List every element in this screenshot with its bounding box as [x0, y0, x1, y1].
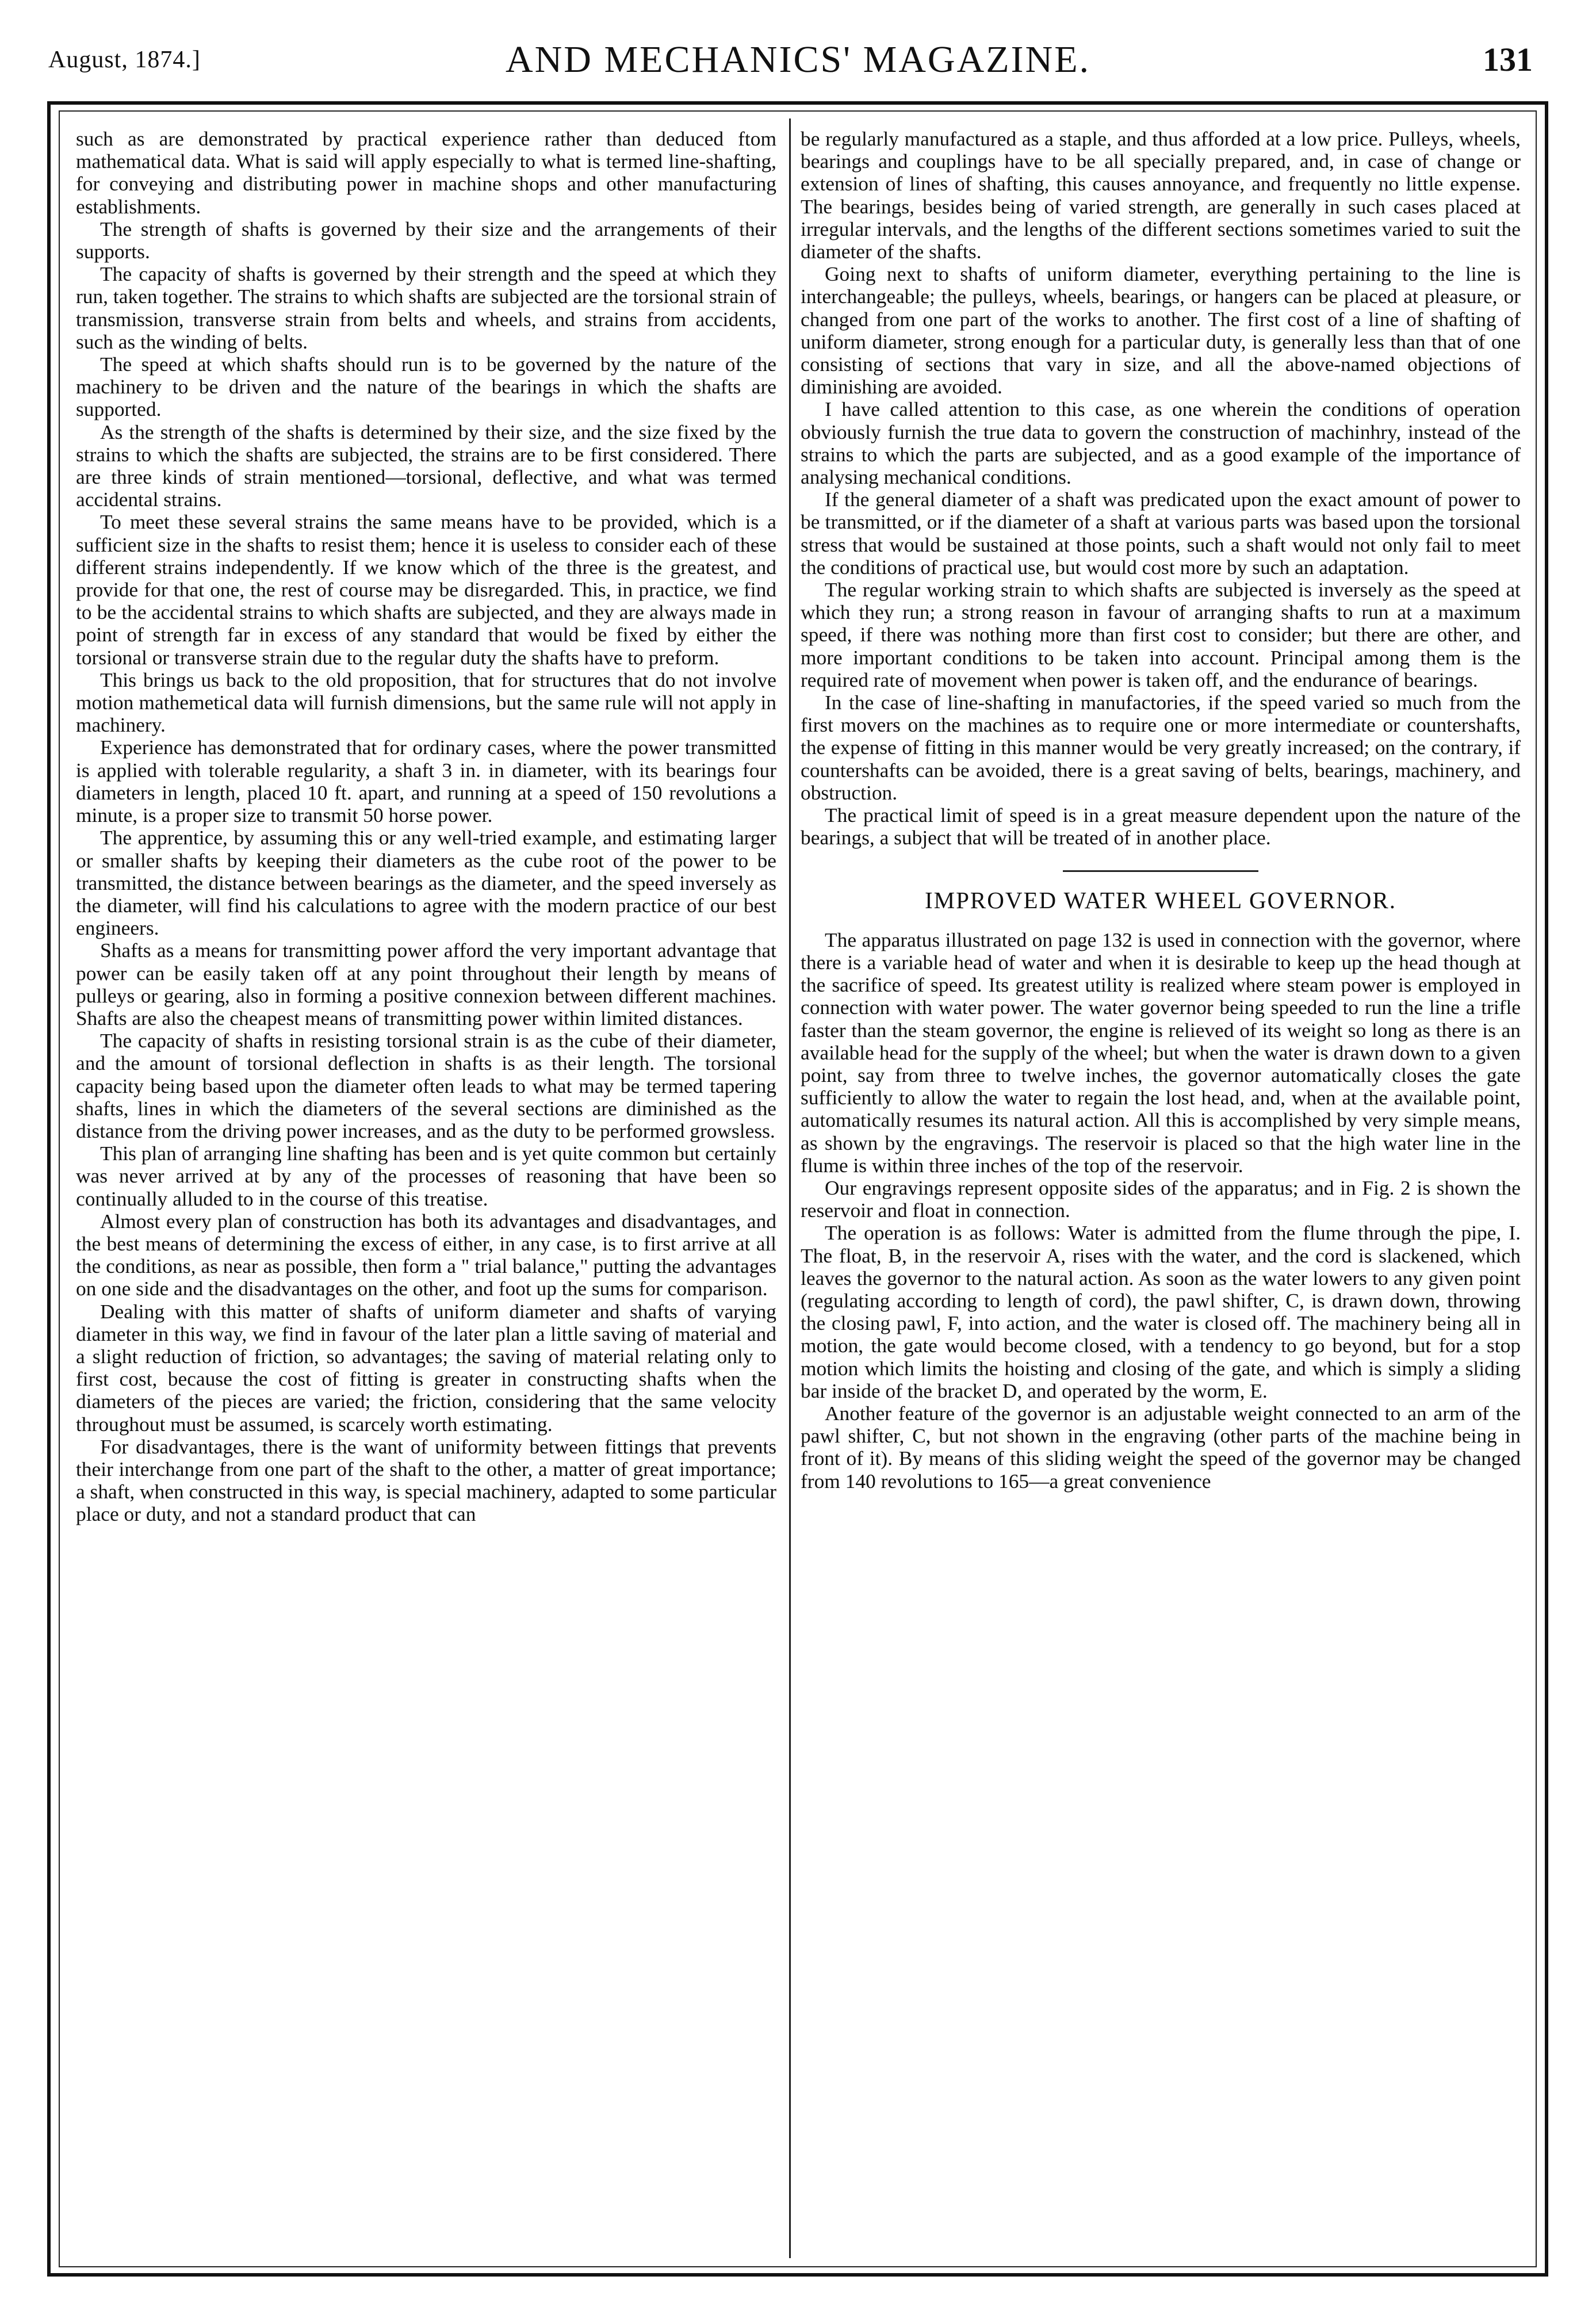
- paragraph: I have called attention to this case, as one wherein the conditions of operation obviously furnish the true data to govern the construction of machinhry, instead of the strains to which the parts are subjected, and as a good example of the importance of analysing mechanical conditions.: [801, 397, 1521, 489]
- column-divider: [789, 118, 791, 2258]
- magazine-title: AND MECHANICS' MAGAZINE.: [505, 39, 1091, 81]
- paragraph: The speed at which shafts should run is to be governed by the nature of the machinery to be driven and the nature of the bearings in which the shafts are supported.: [76, 353, 776, 421]
- paragraph: As the strength of the shafts is determined by their size, and the size fixed by the strains to which the shafts are subjected, the strains are to be first considered. There are three kinds of strain mentioned—torsional, deflective, and what was termed accidental strains.: [76, 420, 776, 511]
- issue-date: August, 1874.]: [48, 47, 201, 73]
- paragraph: This brings us back to the old proposition, that for structures that do not involve motion mathemetical data will furnish dimensions, but the same rule will not apply in machinery.: [76, 668, 776, 737]
- paragraph: Experience has demonstrated that for ordinary cases, where the power transmitted is applied with tolerable regularity, a shaft 3 in. in diameter, with its bearings four diameters in length, placed 10 ft. apart, and running at a speed of 150 revolutions a minute, is a proper size to transmit 50 horse power.: [76, 736, 776, 827]
- paragraph: In the case of line-shafting in manufactories, if the speed varied so much from the first movers on the machines as to require one or more intermediate or countershafts, the expense of fitting in this manner would be very greatly increased; on the contrary, if countershafts can be avoided, there is a great saving of belts, bearings, machinery, and obstruction.: [801, 691, 1521, 804]
- paragraph: To meet these several strains the same means have to be provided, which is a sufficient size in the shafts to resist them; hence it is useless to consider each of these different strains independently. If we know which of the three is the greatest, and provide for that one, the rest of course may be disregarded. This, in practice, we find to be the accidental strains to which shafts are subjected, and they are always made in point of strength far in excess of any standard that would be fixed by either the torsional or transverse strain due to the regular duty the shafts have to preform.: [76, 510, 776, 669]
- left-column: [76, 128, 776, 2256]
- paragraph: be regularly manufactured as a staple, and thus afforded at a low price. Pulleys, wheels, bearings and couplings have to be all specially prepared, and, in case of change or extension of lines of shafting, this causes annoyance, and frequently no little expense. The bearings, besides being of varied strength, are generally in such cases placed at irregular intervals, and the lengths of the different sections sometimes varied to suit the diameter of the shafts.: [801, 128, 1521, 263]
- paragraph: Going next to shafts of uniform diameter, everything pertaining to the line is interchangeable; the pulleys, wheels, bearings, or hangers can be placed at pleasure, or changed from one part of the works to another. The first cost of a line of shafting of uniform diameter, strong enough for a particular duty, is generally less than that of one consisting of sections that vary in size, and all the above-named objections of diminishing are avoided.: [801, 262, 1521, 399]
- paragraph: The capacity of shafts is governed by their strength and the speed at which they run, taken together. The strains to which shafts are subjected are the torsional strain of transmission, transverse strain from belts and wheels, and strains from accidents, such as the winding of belts.: [76, 262, 776, 353]
- paragraph: The practical limit of speed is in a great measure dependent upon the nature of the bearings, a subject that will be treated of in another place.: [801, 804, 1521, 850]
- paragraph: Our engravings represent opposite sides of the apparatus; and in Fig. 2 is shown the reservoir and float in connection.: [801, 1176, 1521, 1222]
- page-number: 131: [1483, 41, 1533, 78]
- paragraph: The apparatus illustrated on page 132 is used in connection with the governor, where there is a variable head of water and when it is desirable to keep up the head though at the sacrifice of speed. Its greatest utility is realized where steam power is employed in connection with water power. The water governor being speeded to run the line a trifle faster than the steam governor, the engine is relieved of its weight so long as there is an available head for the supply of the wheel; but when the water is drawn down to a given point, say from three to twelve inches, the governor automatically closes the gate sufficiently to allow the water to regain the lost head, and, when at the available point, automatically resumes its natural action. All this is accomplished by very simple means, as shown by the engravings. The reservoir is placed so that the high water line in the flume is within three inches of the top of the reservoir.: [801, 928, 1521, 1177]
- paragraph: The capacity of shafts in resisting torsional strain is as the cube of their diameter, and the amount of torsional deflection in shafts is as their length. The torsional capacity being based upon the diameter often leads to what may be termed tapering shafts, lines in which the diameters of the several sections are diminished as the distance from the driving power increases, and as the duty to be performed growsless.: [76, 1029, 776, 1142]
- paragraph: The regular working strain to which shafts are subjected is inversely as the speed at which they run; a strong reason in favour of arranging shafts to run at a maximum speed, if there was nothing more than first cost to consider; but there are other, and more important conditions to be taken into account. Principal among them is the required rate of movement when power is taken off, and the endurance of bearings.: [801, 578, 1521, 691]
- paragraph: Shafts as a means for transmitting power afford the very important advantage that power can be easily taken off at any point throughout their length by means of pulleys or gearing, also in forming a positive connexion between different machines. Shafts are also the cheapest means of transmitting power within limited distances.: [76, 939, 776, 1030]
- section-divider: [1063, 870, 1258, 872]
- paragraph: The apprentice, by assuming this or any well-tried example, and estimating larger or smaller shafts by keeping their diameters as the cube root of the power to be transmitted, the distance between bearings as the diameter, and the speed inversely as the diameter, will find his calculations to agree with the modern practice of our best engineers.: [76, 826, 776, 940]
- paragraph: For disadvantages, there is the want of uniformity between fittings that prevents their interchange from one part of the shaft to the other, a matter of great importance; a shaft, when constructed in this way, is special machinery, adapted to some particular place or duty, and not a standard product that can: [76, 1434, 776, 1526]
- paragraph: Another feature of the governor is an adjustable weight connected to an arm of the pawl shifter, C, but not shown in the engraving (other parts of the machine being in front of it). By means of this sliding weight the speed of the governor may be changed from 140 revolutions to 165—a great convenience: [801, 1401, 1521, 1493]
- paragraph: such as are demonstrated by practical experience rather than deduced ftom mathematical data. What is said will apply especially to what is termed line-shafting, for conveying and distributing power in machine shops and other manufacturing establishments.: [76, 128, 776, 218]
- paragraph: The strength of shafts is governed by their size and the arrangements of their supports.: [76, 217, 776, 263]
- paragraph: Dealing with this matter of shafts of uniform diameter and shafts of varying diameter in this way, we find in favour of the later plan a little saving of material and a slight reduction of friction, so advantages; the saving of material relating only to first cost, because the cost of fitting is greater in constructing shafts when the diameters of the pieces are varied; the friction, considering that the same velocity throughout must be assumed, is scarcely worth estimating.: [76, 1299, 776, 1436]
- paragraph: The operation is as follows: Water is admitted from the flume through the pipe, I. The float, B, in the reservoir A, rises with the water, and the cord is slackened, which leaves the governor to the natural action. As soon as the water lowers to any given point (regulating according to length of cord), the pawl shifter, C, is drawn down, throwing the closing pawl, F, into action, and the water is closed off. The machinery being all in motion, the gate would become closed, with a tendency to go beyond, but for a stop motion which limits the hoisting and closing of the gate, and which is simply a sliding bar inside of the bracket D, and operated by the worm, E.: [801, 1221, 1521, 1402]
- paragraph: If the general diameter of a shaft was predicated upon the exact amount of power to be transmitted, or if the diameter of a shaft at various parts was based upon the torsional stress that would be sustained at those points, such a shaft would not only fail to meet the conditions of practical use, but would cost more by such an adaptation.: [801, 488, 1521, 579]
- right-column: [801, 128, 1521, 2256]
- article-heading: IMPROVED WATER WHEEL GOVERNOR.: [924, 886, 1396, 913]
- paragraph: This plan of arranging line shafting has been and is yet quite common but certainly was never arrived at by any of the processes of reasoning that have been so continually alluded to in the course of this treatise.: [76, 1142, 776, 1210]
- paragraph: Almost every plan of construction has both its advantages and disadvantages, and the best means of determining the excess of either, in any case, is to first arrive at all the conditions, as near as possible, then form a " trial balance," putting the advantages on one side and the disadvantages on the other, and foot up the sums for comparison.: [76, 1209, 776, 1300]
